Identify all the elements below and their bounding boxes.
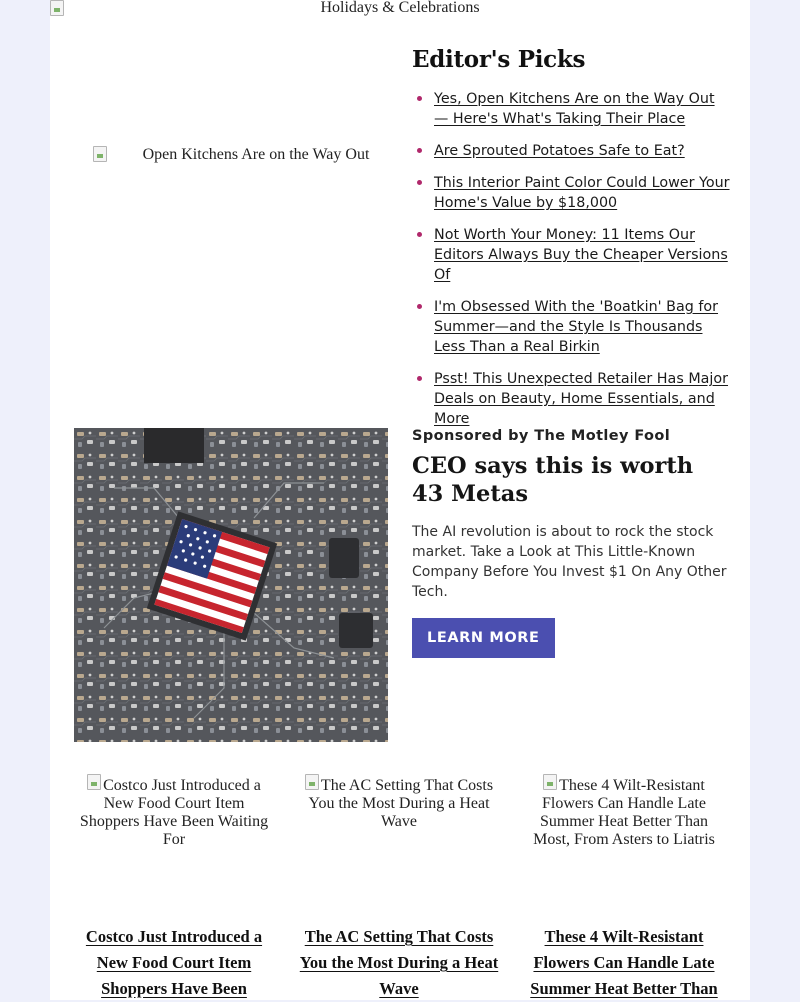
image-alt-text: The AC Setting That Costs You the Most During a Heat Wave	[308, 777, 494, 830]
image-alt-text: These 4 Wilt-Resistant Flowers Can Handle Late Summer Heat Better Than Most, From Asters to Liatris	[533, 777, 715, 848]
editors-picks-title: Editor's Picks	[412, 46, 586, 73]
editor-pick-image-alt: Open Kitchens Are on the Way Out	[142, 146, 370, 163]
article-card[interactable]	[74, 774, 274, 998]
bullet-icon	[417, 304, 422, 309]
broken-image-icon	[50, 0, 64, 16]
article-card-image[interactable]	[524, 774, 724, 914]
pick-link[interactable]: Are Sprouted Potatoes Safe to Eat?	[434, 143, 685, 159]
banner-alt-text: Holidays & Celebrations	[320, 0, 480, 16]
article-card-title[interactable]: Costco Just Introduced a New Food Court Item Shoppers Have Been	[85, 927, 263, 998]
bullet-icon	[417, 148, 422, 153]
sponsored-ad	[412, 428, 732, 658]
pick-link[interactable]: Psst! This Unexpected Retailer Has Major Deals on Beauty, Home Essentials, and More	[434, 371, 729, 427]
article-card-image[interactable]	[74, 774, 274, 914]
list-item	[412, 369, 732, 429]
article-card-image-alt	[74, 774, 274, 849]
broken-image-icon	[87, 774, 101, 790]
list-item	[412, 297, 732, 357]
image-alt-text: Costco Just Introduced a New Food Court Item Shoppers Have Been Waiting For	[79, 777, 269, 848]
article-card[interactable]	[299, 774, 499, 998]
bullet-icon	[417, 96, 422, 101]
editors-picks	[412, 46, 732, 441]
article-card[interactable]	[524, 774, 724, 998]
list-item	[412, 141, 732, 161]
pick-link[interactable]: This Interior Paint Color Could Lower Your Home's Value by $18,000	[434, 175, 730, 211]
article-card-title[interactable]: The AC Setting That Costs You the Most During a Heat Wave	[299, 927, 499, 998]
bullet-icon	[417, 232, 422, 237]
sponsored-ad-image[interactable]	[74, 428, 388, 742]
broken-image-icon	[543, 774, 557, 790]
article-card-title[interactable]: These 4 Wilt-Resistant Flowers Can Handle Late Summer Heat Better Than	[530, 927, 718, 998]
ad-headline[interactable]: CEO says this is worth 43 Metas	[412, 453, 694, 507]
sponsor-label: Sponsored by The Motley Fool	[412, 428, 671, 444]
list-item	[412, 225, 732, 285]
circuit-board-flag-image	[74, 428, 388, 742]
newsletter-page	[50, 0, 750, 1000]
editor-pick-image[interactable]	[74, 146, 388, 164]
broken-image-icon	[93, 146, 107, 162]
learn-more-button[interactable]: LEARN MORE	[412, 618, 555, 658]
banner-image[interactable]	[50, 0, 750, 20]
pick-link[interactable]: Yes, Open Kitchens Are on the Way Out — Here's What's Taking Their Place	[434, 91, 715, 127]
article-card-image[interactable]	[299, 774, 499, 914]
pick-link[interactable]: Not Worth Your Money: 11 Items Our Editors Always Buy the Cheaper Versions Of	[434, 227, 728, 283]
broken-image-icon	[305, 774, 319, 790]
ad-description: The AI revolution is about to rock the stock market. Take a Look at This Little-Known Company Before You Invest $1 On Any Other Tech.	[412, 524, 727, 600]
article-card-image-alt	[299, 774, 499, 831]
article-card-image-alt	[524, 774, 724, 849]
list-item	[412, 89, 732, 129]
bullet-icon	[417, 376, 422, 381]
editors-picks-list	[412, 89, 732, 429]
bullet-icon	[417, 180, 422, 185]
pick-link[interactable]: I'm Obsessed With the 'Boatkin' Bag for Summer—and the Style Is Thousands Less Than a Real Birkin	[434, 299, 719, 355]
list-item	[412, 173, 732, 213]
